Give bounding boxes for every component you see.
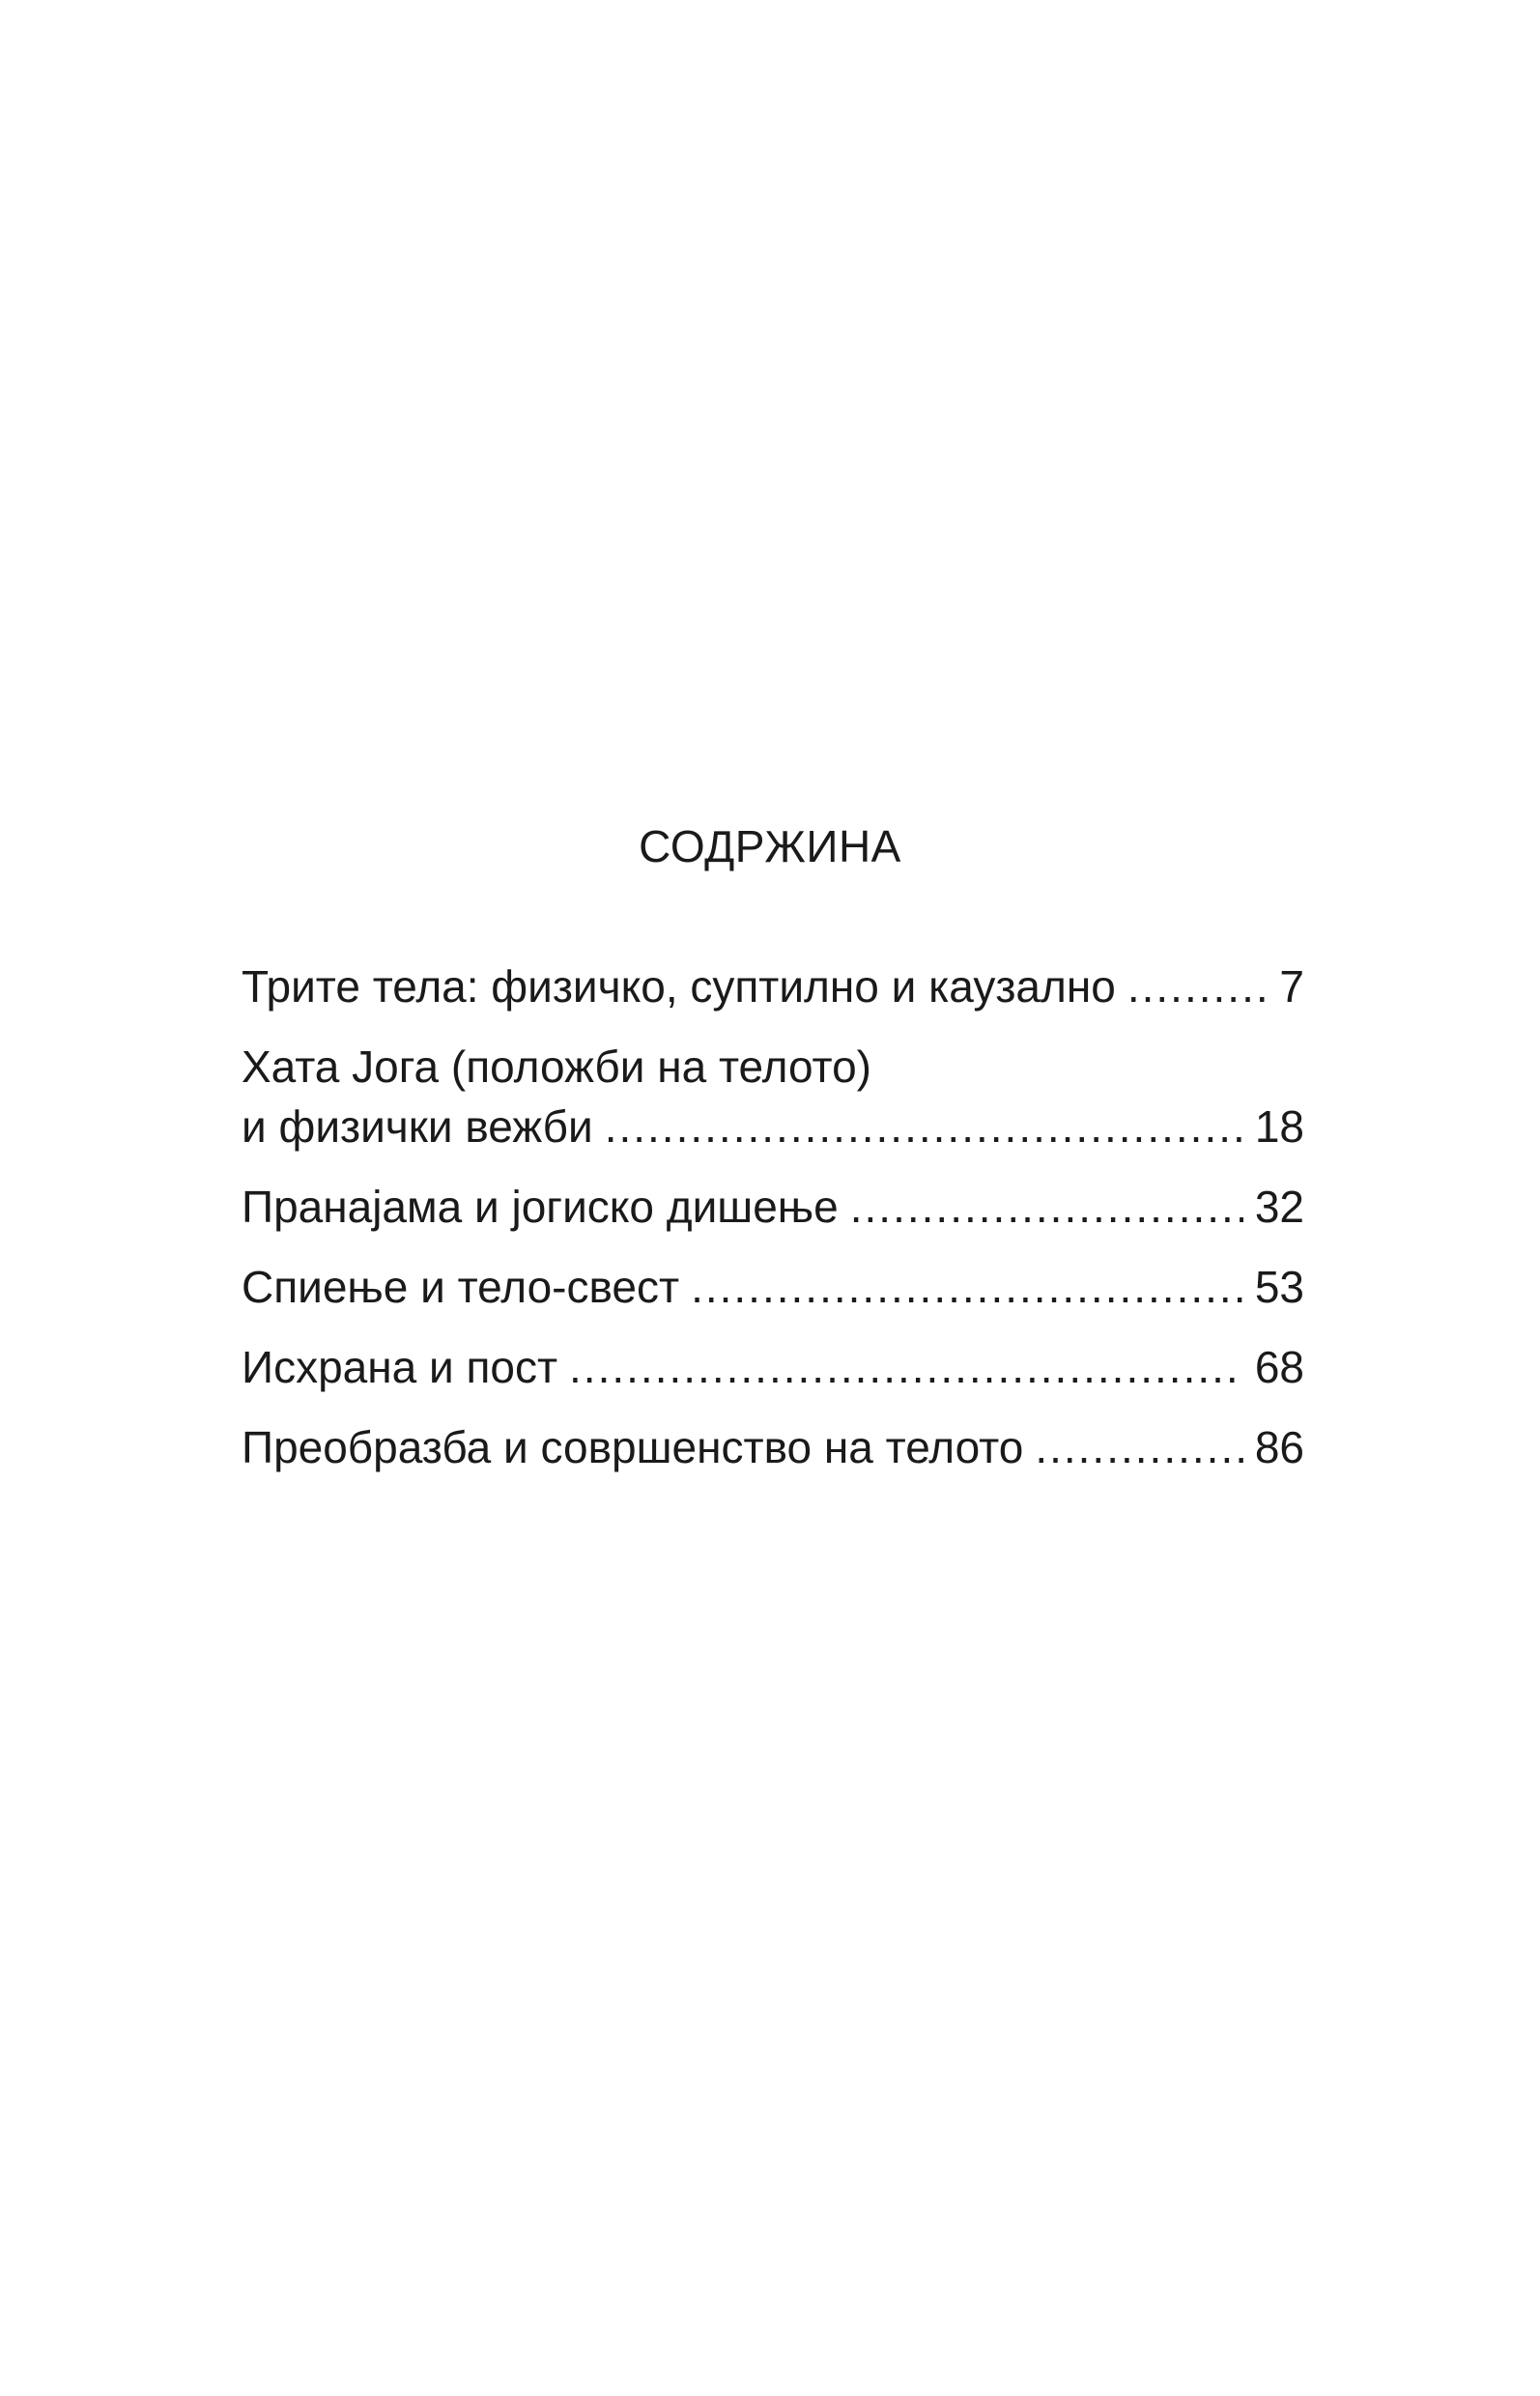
toc-entry-title: Исхрана и пост — [242, 1342, 558, 1392]
toc-leader-dots — [605, 1097, 1243, 1156]
toc-entry[interactable] — [242, 1037, 1304, 1156]
toc-entry[interactable] — [242, 1177, 1304, 1237]
toc-line — [242, 1417, 1304, 1477]
page-title: СОДРЖИНА — [639, 821, 901, 871]
toc-leader-dots — [569, 1337, 1243, 1397]
toc-line — [242, 1337, 1304, 1397]
toc-entry[interactable] — [242, 1417, 1304, 1477]
toc-entry-title: Хата Јога (положби на телото) — [242, 1041, 871, 1092]
toc-page-number: 86 — [1254, 1422, 1304, 1472]
toc-entry[interactable] — [242, 1257, 1304, 1317]
toc-page-number: 32 — [1254, 1182, 1304, 1232]
toc-line — [242, 1097, 1304, 1156]
toc-leader-dots — [850, 1177, 1243, 1237]
toc-line — [242, 956, 1304, 1016]
toc-leader-dots — [1127, 956, 1269, 1016]
toc-page-number: 68 — [1254, 1342, 1304, 1392]
toc-line — [242, 1257, 1304, 1317]
toc-entry-title: Трите тела: физичко, суптилно и каузално — [242, 961, 1116, 1012]
toc-leader-dots — [691, 1257, 1243, 1317]
toc-line — [242, 1177, 1304, 1237]
toc-entry-title: Преобразба и совршенство на телото — [242, 1422, 1024, 1472]
toc-page-number: 53 — [1254, 1262, 1304, 1312]
toc-entry-title: Спиење и тело-свест — [242, 1262, 680, 1312]
toc-page-number: 7 — [1279, 961, 1304, 1012]
toc-line — [242, 1037, 1304, 1097]
toc-leader-dots — [1035, 1417, 1243, 1477]
toc-entry-title-continuation: и физички вежби — [242, 1101, 593, 1152]
table-of-contents — [242, 956, 1304, 1477]
toc-page-number: 18 — [1254, 1101, 1304, 1152]
toc-entry[interactable] — [242, 1337, 1304, 1397]
toc-entry-title: Пранајама и јогиско дишење — [242, 1182, 839, 1232]
toc-entry[interactable] — [242, 956, 1304, 1016]
